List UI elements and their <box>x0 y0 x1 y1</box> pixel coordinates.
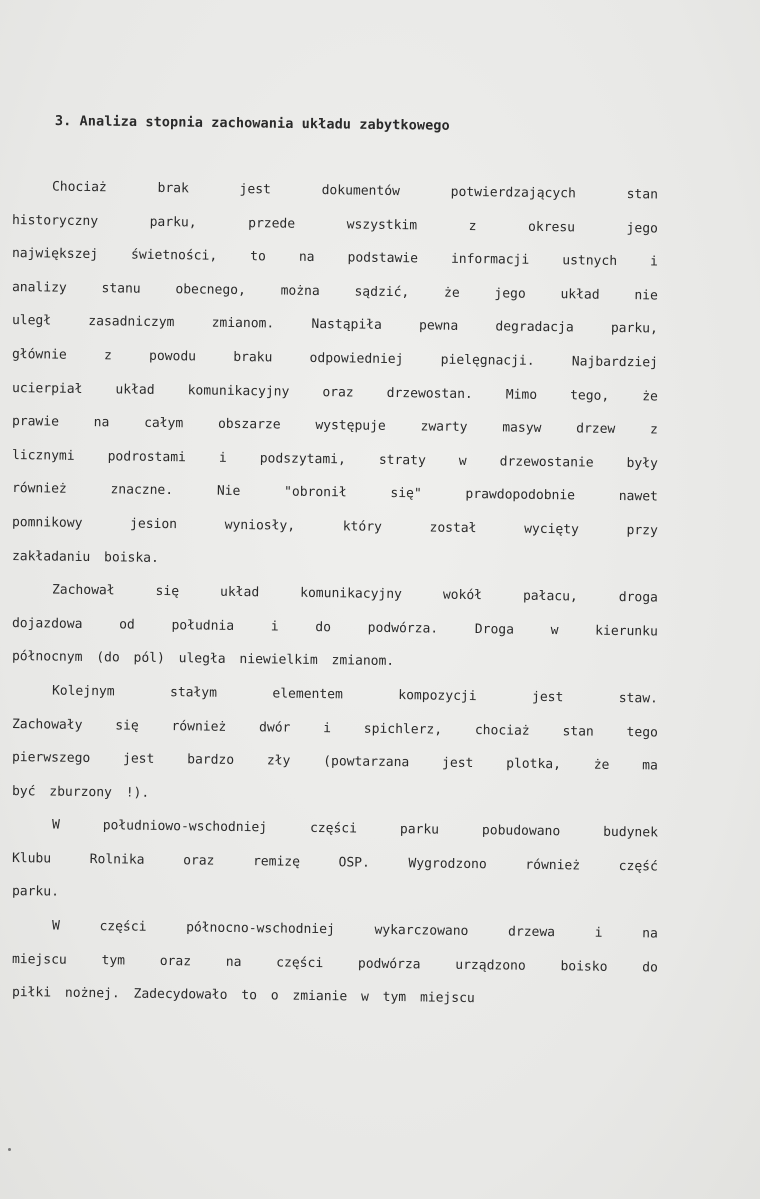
paragraph <box>12 909 658 1010</box>
text-line: Kolejnym stałym elementem kompozycji jest staw. <box>51 683 659 707</box>
text-line: północnym (do pól) uległa niewielkim zmianom. <box>11 649 395 670</box>
paragraph <box>12 808 658 909</box>
text-line: licznymi podrostami i podszytami, straty w drzewostanie były <box>11 447 659 472</box>
text-line: być zburzony !). <box>11 783 150 801</box>
text-line: dojazdowa od południa i do podwórza. Droga w kierunku <box>11 615 658 640</box>
text-line: Zachował się układ komunikacyjny wokół pałacu, droga <box>51 582 659 606</box>
text-line: miejscu tym oraz na części podwórza urządzono boisko do <box>11 951 658 976</box>
scan-speck <box>8 1148 11 1151</box>
text-line: Zachowały się również dwór i spichlerz, chociaż stan tego <box>11 716 658 740</box>
text-line: Klubu Rolnika oraz remizę OSP. Wygrodzono również część <box>11 850 658 875</box>
text-line: pierwszego jest bardzo zły (powtarzana jest plotka, że ma <box>11 750 658 774</box>
text-line: W części północno-wschodniej wykarczowano drzewa i na <box>51 918 658 942</box>
section-heading: 3. Analiza stopnia zachowania układu zabytkowego <box>54 113 450 134</box>
text-line: uległ zasadniczym zmianom. Nastąpiła pewna degradacja parku, <box>11 313 658 337</box>
paragraph <box>12 573 658 674</box>
text-line: ucierpiał układ komunikacyjny oraz drzewostan. Mimo tego, że <box>11 380 659 405</box>
text-line: głównie z powodu braku odpowiedniej pielęgnacji. Najbardziej <box>11 346 659 371</box>
text-line: historyczny parku, przede wszystkim z okresu jego <box>11 212 659 237</box>
text-line: analizy stanu obecnego, można sądzić, że jego układ nie <box>11 279 658 304</box>
text-line: pomnikowy jesion wyniosły, który został wycięty przy <box>11 514 658 539</box>
section-body <box>12 170 658 1010</box>
text-line: W południowo-wschodniej części parku pobudowano budynek <box>51 817 659 841</box>
text-line: zakładaniu boiska. <box>11 548 159 566</box>
text-line: piłki nożnej. Zadecydowało to o zmianie w tym miejscu <box>11 985 475 1007</box>
text-line: największej świetności, to na podstawie informacji ustnych i <box>11 246 659 270</box>
text-line: również znaczne. Nie "obronił się" prawdopodobnie nawet <box>11 481 659 505</box>
text-line: prawie na całym obszarze występuje zwarty masyw drzew z <box>11 414 658 438</box>
text-line: parku. <box>11 884 60 901</box>
text-line: Chociaż brak jest dokumentów potwierdzających stan <box>51 179 659 203</box>
paragraph <box>12 674 658 808</box>
paragraph <box>12 170 658 573</box>
